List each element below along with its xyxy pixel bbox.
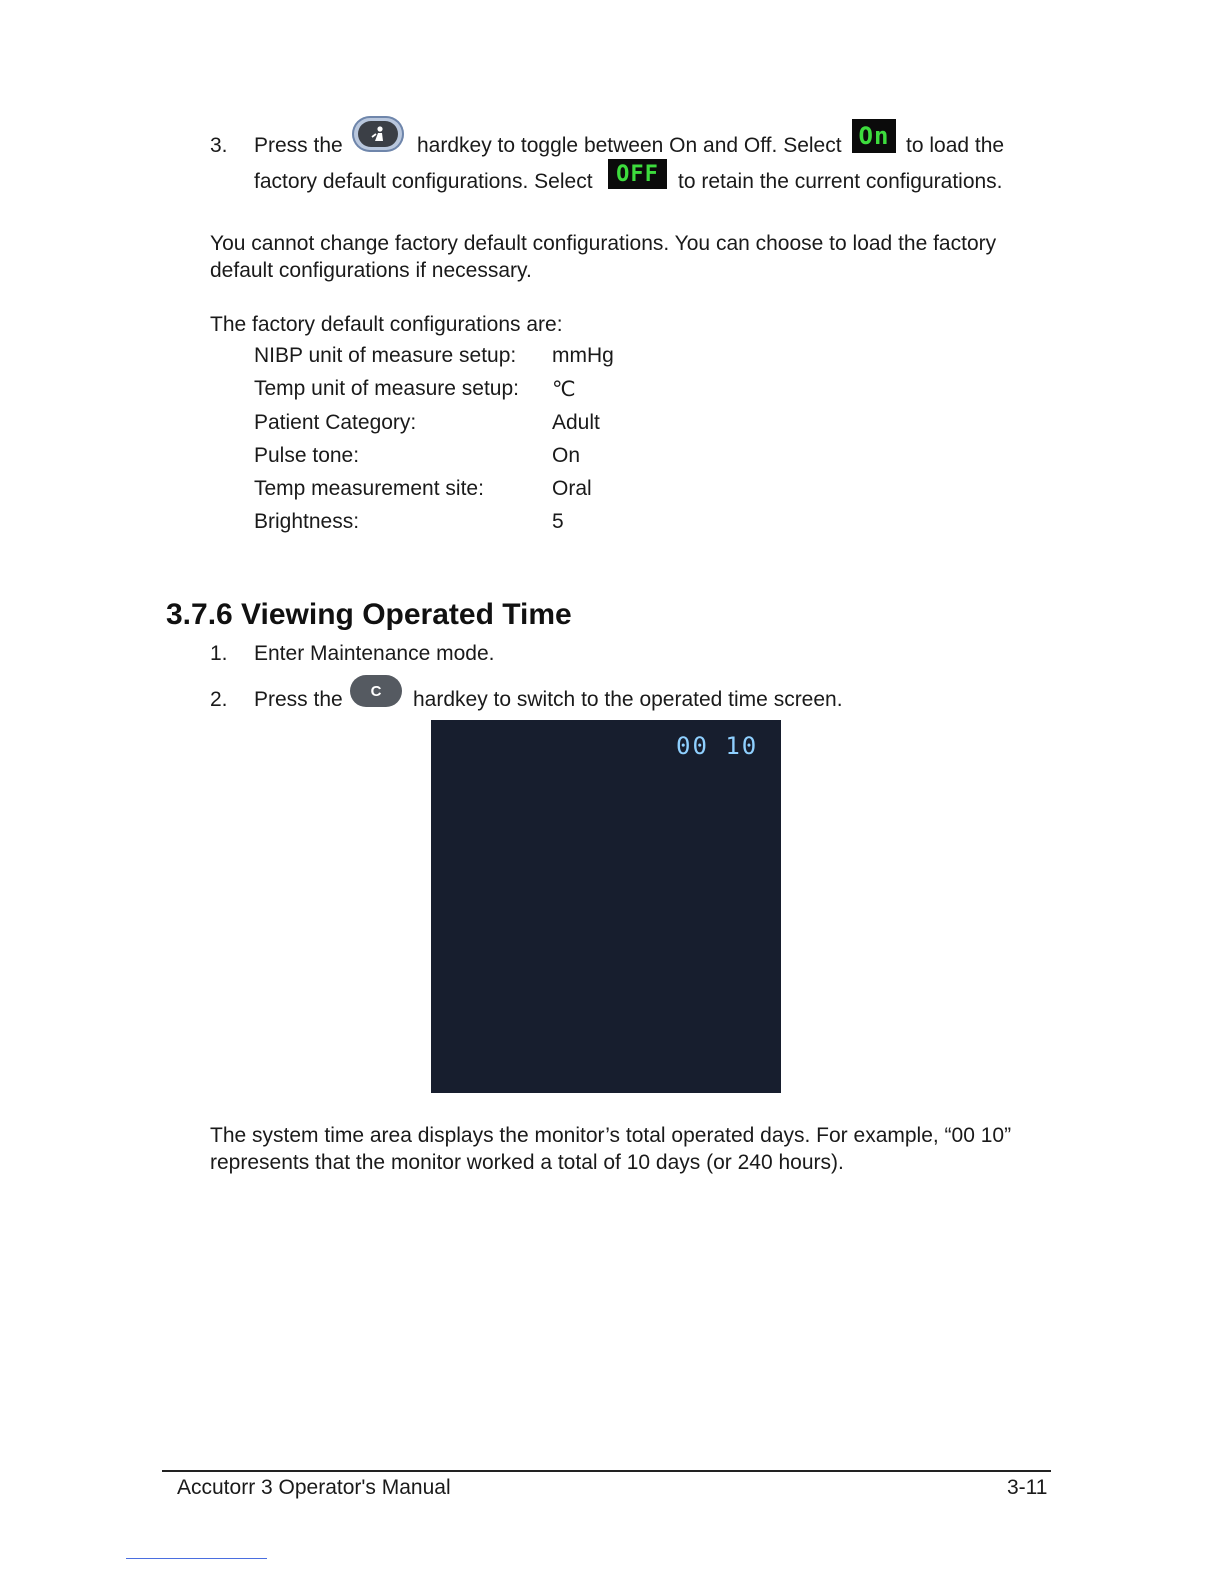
- footer-manual-title: Accutorr 3 Operator's Manual: [177, 1476, 451, 1499]
- config-label: Temp unit of measure setup:: [254, 377, 519, 400]
- explanation-line-1: The system time area displays the monitor’s total operated days. For example, “00 10”: [210, 1124, 1012, 1147]
- config-value: On: [552, 444, 581, 467]
- operated-time-display: 00 10: [676, 732, 759, 760]
- config-value: Adult: [552, 411, 600, 434]
- defaults-intro: The factory default configurations are:: [210, 313, 563, 336]
- patient-category-icon: [358, 121, 398, 147]
- footer-rule: [162, 1470, 1051, 1472]
- patient-category-hardkey[interactable]: [352, 116, 404, 152]
- step-2-number: 2.: [210, 688, 228, 711]
- section-heading: 3.7.6 Viewing Operated Time: [166, 598, 572, 631]
- config-value: ℃: [552, 378, 576, 401]
- config-label: Brightness:: [254, 510, 360, 533]
- step-1-text: Enter Maintenance mode.: [254, 642, 495, 665]
- operated-time-screen: [431, 720, 781, 1093]
- step-1-number: 1.: [210, 642, 228, 665]
- step-3-text-b: hardkey to toggle between On and Off. Select: [417, 134, 842, 157]
- note-line-2: default configurations if necessary.: [210, 259, 532, 282]
- off-segment-display: OFF: [608, 159, 667, 189]
- footer-page-number: 3-11: [1007, 1476, 1048, 1499]
- step-2-text-a: Press the: [254, 688, 343, 711]
- on-segment-display: On: [852, 119, 896, 153]
- step-3-line-2a: factory default configurations. Select: [254, 170, 593, 193]
- step-3-line-2b: to retain the current configurations.: [678, 170, 1003, 193]
- c-hardkey[interactable]: C: [350, 675, 402, 707]
- config-label: Temp measurement site:: [254, 477, 484, 500]
- config-label: Pulse tone:: [254, 444, 360, 467]
- step-3-text-a: Press the: [254, 134, 343, 157]
- bottom-divider: [126, 1558, 267, 1559]
- note-line-1: You cannot change factory default configurations. You can choose to load the factory: [210, 232, 997, 255]
- config-value: 5: [552, 510, 564, 533]
- step-2-text-b: hardkey to switch to the operated time screen.: [413, 688, 843, 711]
- config-value: mmHg: [552, 344, 614, 367]
- config-label: NIBP unit of measure setup:: [254, 344, 517, 367]
- step-3-text-c: to load the: [906, 134, 1005, 157]
- step-3-number: 3.: [210, 134, 228, 157]
- config-value: Oral: [552, 477, 592, 500]
- explanation-line-2: represents that the monitor worked a total of 10 days (or 240 hours).: [210, 1151, 844, 1174]
- config-label: Patient Category:: [254, 411, 417, 434]
